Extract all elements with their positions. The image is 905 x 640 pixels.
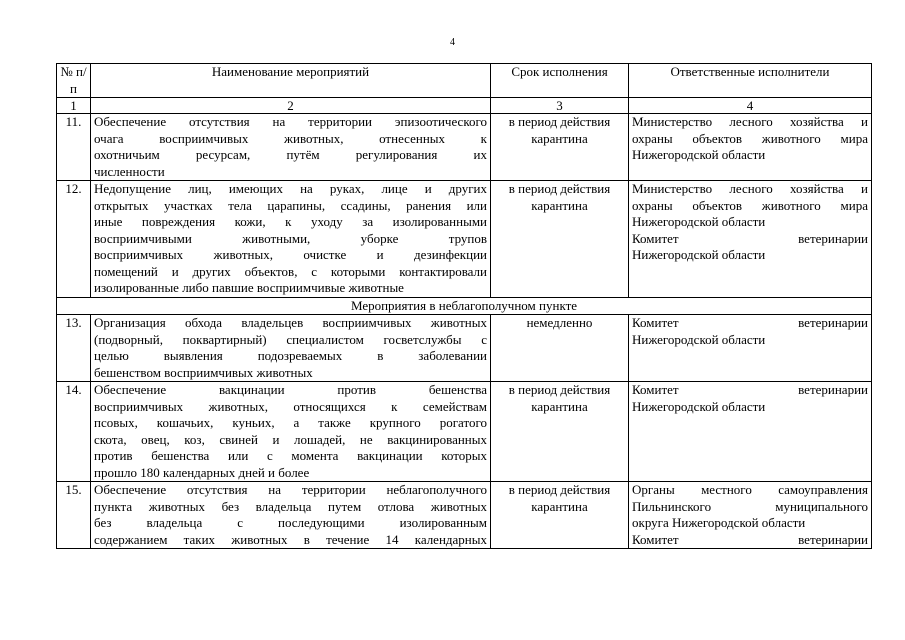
text-line: помещений и других объектов, с которыми контактировали — [94, 263, 487, 279]
text-line: содержанием таких животных в течение 14 календарных — [94, 531, 487, 547]
text-line: Министерство лесного хозяйства и — [632, 181, 868, 196]
row-number: 13. — [57, 315, 91, 382]
text-line: Нижегородской области — [632, 214, 766, 229]
text-line: охраны объектов животного мира — [632, 197, 868, 213]
page-number: 4 — [450, 37, 455, 48]
text-line: изолированные либо павшие восприимчивые животные — [94, 280, 404, 295]
text-line: Нижегородской области — [632, 147, 766, 162]
measure-name — [91, 315, 491, 382]
text-line: Обеспечение отсутствия на территории неблагополучного — [94, 482, 487, 497]
text-line: охраны объектов животного мира — [632, 130, 868, 146]
responsible — [629, 382, 872, 482]
text-line: охотничьим ресурсам, путём регулирования их — [94, 147, 487, 162]
text-line: бешенством восприимчивых животных — [94, 364, 313, 380]
text-line: Нижегородской области — [632, 247, 766, 262]
text-line: Обеспечение отсутствия на территории эпизоотического — [94, 114, 487, 129]
text-line: восприимчивыми животными, уборке трупов — [94, 230, 487, 246]
table-header-row — [57, 64, 872, 98]
column-number: 2 — [91, 98, 491, 114]
column-number: 1 — [57, 98, 91, 114]
header-responsible: Ответственные исполнители — [629, 64, 872, 98]
table-row — [57, 482, 872, 549]
text-line: карантина — [531, 130, 588, 146]
row-number: 12. — [57, 181, 91, 298]
text-line: очага восприимчивых животных, отнесенных к — [94, 130, 487, 146]
table-row — [57, 315, 872, 382]
text-line: карантина — [531, 398, 588, 414]
text-line: Комитет ветеринарии — [632, 382, 868, 397]
table-row — [57, 181, 872, 298]
deadline — [491, 482, 629, 549]
deadline — [491, 114, 629, 181]
text-line: карантина — [531, 498, 588, 514]
column-number: 3 — [491, 98, 629, 114]
responsible — [629, 114, 872, 181]
text-line: прошло 180 календарных дней и более — [94, 464, 310, 480]
text-line: Комитет ветеринарии — [632, 230, 868, 246]
text-line: Обеспечение вакцинации против бешенства — [94, 382, 487, 397]
text-line: Органы местного самоуправления — [632, 482, 868, 497]
text-line: в период действия — [508, 382, 611, 397]
header-num: № п/п — [57, 64, 91, 98]
responsible — [629, 315, 872, 382]
row-number: 15. — [57, 482, 91, 549]
measure-name — [91, 114, 491, 181]
text-line: иные повреждения кожи, к уходу за изолированными — [94, 214, 487, 229]
text-line: скота, овец, коз, свиней и лошадей, не вакцинированных — [94, 431, 487, 447]
text-line: без владельца с последующими изолированным — [94, 515, 487, 530]
table-row — [57, 114, 872, 181]
text-line: Нижегородской области — [632, 331, 766, 347]
text-line: Министерство лесного хозяйства и — [632, 114, 868, 129]
text-line: в период действия — [508, 181, 611, 196]
text-line: восприимчивых животных, очистке и дезинфекции — [94, 247, 487, 262]
table-row — [57, 382, 872, 482]
section-row — [57, 297, 872, 315]
measures-table — [56, 63, 872, 549]
text-line: в период действия — [508, 482, 611, 497]
text-line: против бешенства или с момента вакцинации которых — [94, 448, 487, 463]
row-number: 11. — [57, 114, 91, 181]
column-number-row — [57, 98, 872, 114]
text-line: Пильнинского муниципального — [632, 498, 868, 514]
measure-name — [91, 181, 491, 298]
responsible — [629, 181, 872, 298]
row-number: 14. — [57, 382, 91, 482]
text-line: открытых участках тела царапины, ссадины, ранения или — [94, 197, 487, 213]
text-line: целью выявления подозреваемых в заболевании — [94, 348, 487, 363]
text-line: численности — [94, 163, 165, 179]
deadline — [491, 315, 629, 382]
text-line: Недопущение лиц, имеющих на руках, лице и других — [94, 181, 487, 196]
header-name: Наименование мероприятий — [91, 64, 491, 98]
text-line: Организация обхода владельцев восприимчивых животных — [94, 315, 487, 330]
text-line: карантина — [531, 197, 588, 213]
text-line: (подворный, поквартирный) специалистом госветслужбы с — [94, 331, 487, 347]
deadline — [491, 181, 629, 298]
column-number: 4 — [629, 98, 872, 114]
text-line: пункта животных без владельца путем отлова животных — [94, 498, 487, 514]
text-line: Комитет ветеринарии — [632, 315, 868, 330]
header-deadline: Срок исполнения — [491, 64, 629, 98]
measure-name — [91, 382, 491, 482]
deadline — [491, 382, 629, 482]
text-line: восприимчивых животных, относящихся к семействам — [94, 398, 487, 414]
responsible — [629, 482, 872, 549]
text-line: округа Нижегородской области — [632, 515, 806, 530]
section-title: Мероприятия в неблагополучном пункте — [57, 297, 872, 315]
measure-name — [91, 482, 491, 549]
text-line: псовых, кошачьих, куньих, а также крупного рогатого — [94, 415, 487, 430]
text-line: немедленно — [526, 315, 593, 330]
text-line: Нижегородской области — [632, 398, 766, 414]
text-line: в период действия — [508, 114, 611, 129]
text-line: Комитет ветеринарии — [632, 531, 868, 547]
